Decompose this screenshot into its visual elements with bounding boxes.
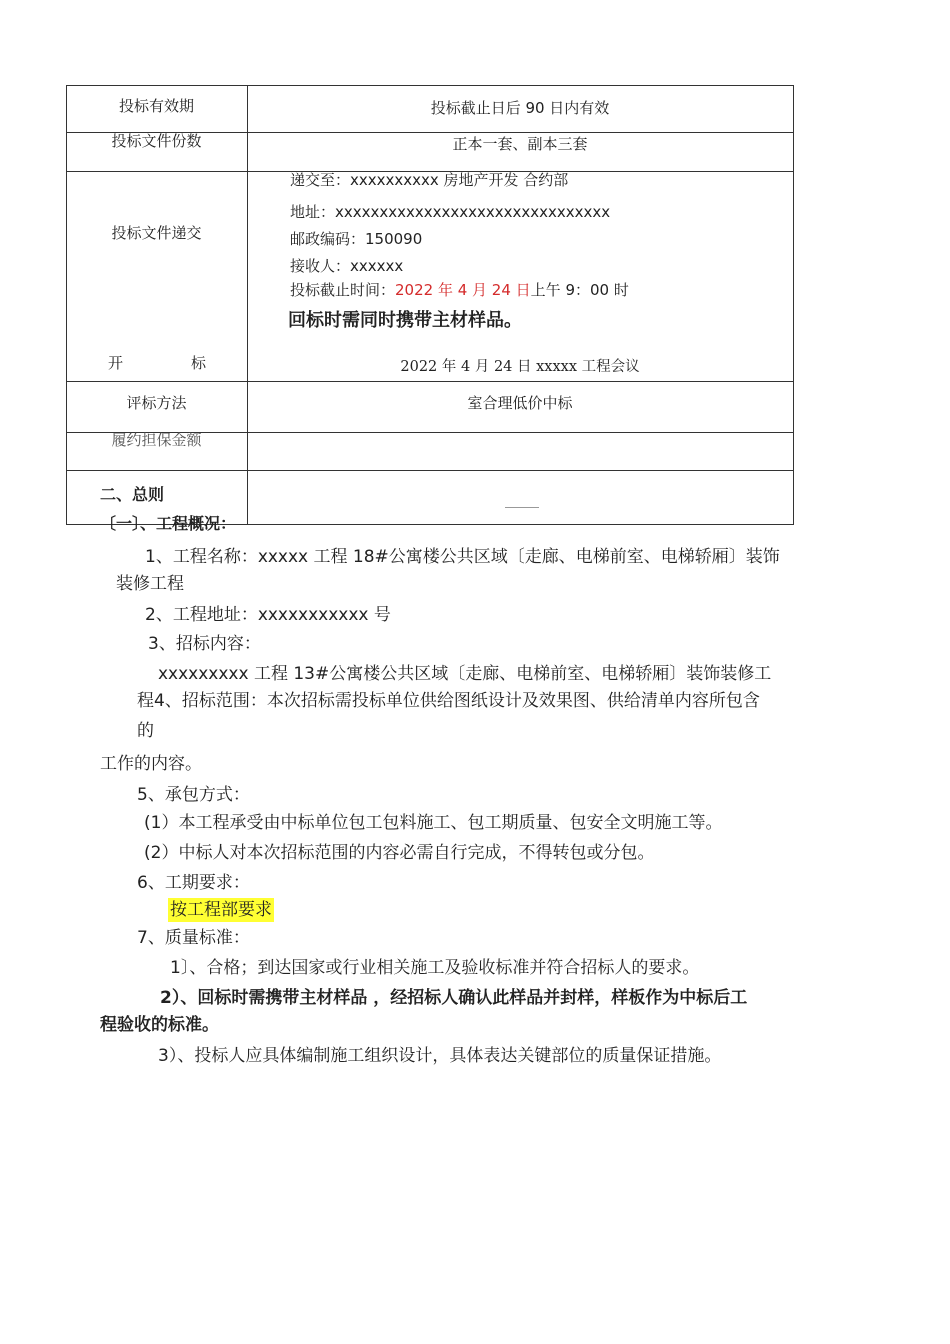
deadline-prefix: 投标截止时间： (290, 281, 396, 299)
table-line (66, 85, 67, 525)
table-line (66, 470, 794, 471)
item7-1: 1〕、合格；到达国家或行业相关施工及验收标准并符合招标人的要求。 (170, 958, 700, 978)
item6-text (168, 895, 274, 920)
table-line (66, 381, 794, 382)
deadline-suffix: 上午 9：00 时 (530, 281, 629, 299)
item3: 3、招标内容： (148, 634, 261, 654)
delivery-address: 地址：xxxxxxxxxxxxxxxxxxxxxxxxxxxxxxx (290, 203, 611, 221)
item1-line1: 1、工程名称：xxxxx 工程 18#公寓楼公共区域〔走廊、电梯前室、电梯轿厢〕装饰 (145, 547, 780, 567)
copies-label: 投标文件份数 (111, 132, 202, 150)
validity-value: 投标截止日后 90 日内有效 (430, 99, 610, 117)
item7-3: 3）、投标人应具体编制施工组织设计，具体表达关键部位的质量保证措施。 (158, 1046, 722, 1066)
item7: 7、质量标准： (137, 928, 250, 948)
method-value: 室合理低价中标 (467, 394, 573, 412)
section-heading: 二、总则 (100, 485, 165, 504)
item1-line2: 装修工程 (116, 574, 184, 594)
table-line (505, 507, 539, 508)
item3-text: xxxxxxxxx 工程 13#公寓楼公共区域〔走廊、电梯前室、电梯轿厢〕装饰装修工 (158, 664, 772, 684)
method-label: 评标方法 (126, 394, 187, 412)
sub-heading: 〔一〕、工程概况： (100, 514, 237, 533)
table-line (66, 85, 794, 86)
item5: 5、承包方式： (137, 785, 250, 805)
opening-label-right: 标 (191, 354, 207, 372)
deadline-date: 2022 年 4 月 24 日 (395, 281, 531, 299)
delivery-to: 递交至：xxxxxxxxxx 房地产开发 合约部 (290, 171, 569, 189)
item7-2-line2: 程验收的标准。 (100, 1015, 219, 1035)
bond-label: 履约担保金额 (111, 431, 202, 449)
item7-2-line1: 2）、回标时需携带主材样品 ，经招标人确认此样品并封样，样板作为中标后工 (160, 988, 748, 1008)
item4-line3: 工作的内容。 (100, 754, 202, 774)
validity-label: 投标有效期 (118, 97, 194, 115)
sample-note: 回标时需同时携带主材样品。 (288, 310, 522, 331)
item5-2: (2）中标人对本次招标范围的内容必需自行完成，不得转包或分包。 (144, 843, 655, 863)
table-line (793, 85, 794, 525)
delivery-receiver: 接收人：xxxxxx (290, 257, 404, 275)
opening-label-left: 开 (108, 354, 124, 372)
delivery-postcode: 邮政编码：150090 (290, 230, 423, 248)
copies-value: 正本一套、副本三套 (452, 135, 588, 153)
item6: 6、工期要求： (137, 873, 250, 893)
highlighted-text: 按工程部要求 (170, 900, 272, 920)
item4-line1: 程4、招标范围：本次招标需投标单位供给图纸设计及效果图、供给清单内容所包含 (137, 691, 760, 711)
item4-line2: 的 (137, 721, 154, 741)
delivery-deadline (290, 279, 629, 300)
item2: 2、工程地址：xxxxxxxxxxx 号 (145, 605, 391, 625)
delivery-label: 投标文件递交 (111, 224, 202, 242)
opening-value: 2022 年 4 月 24 日 xxxxx 工程会议 (400, 359, 640, 375)
item5-1: (1）本工程承受由中标单位包工包料施工、包工期质量、包安全文明施工等。 (144, 813, 723, 833)
